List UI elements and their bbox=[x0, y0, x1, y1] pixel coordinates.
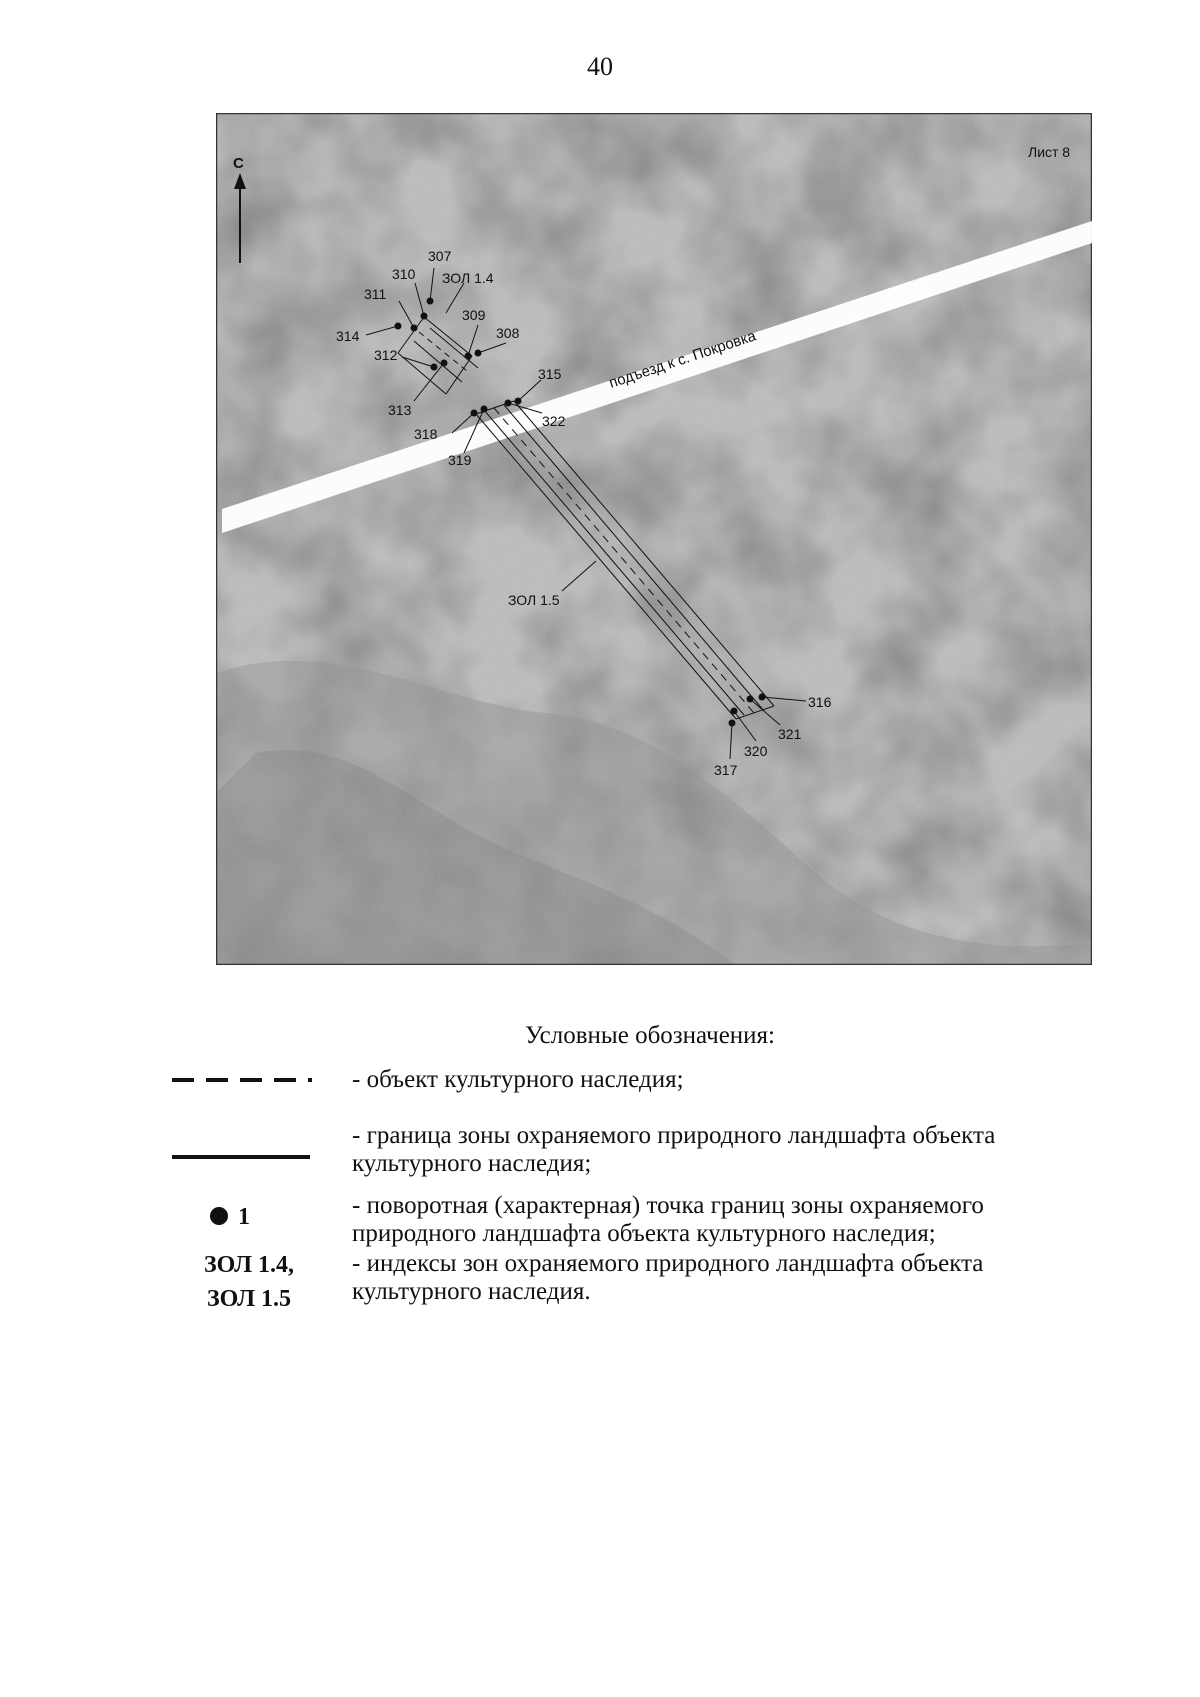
label-310: 310 bbox=[392, 266, 416, 282]
legend-index-symbol bbox=[190, 1248, 308, 1316]
legend-dot-symbol-number: 1 bbox=[238, 1204, 250, 1230]
legend-title: Условные обозначения: bbox=[524, 1022, 776, 1049]
legend-dot-symbol bbox=[210, 1204, 250, 1231]
legend-index-line-1: ЗОЛ 1.4, bbox=[203, 1252, 295, 1278]
svg-text:С: С bbox=[233, 155, 244, 172]
label-316: 316 bbox=[808, 694, 832, 710]
label-318: 318 bbox=[414, 426, 438, 442]
label-307: 307 bbox=[428, 248, 452, 264]
label-zol-1-5: ЗОЛ 1.5 bbox=[508, 592, 560, 608]
label-314: 314 bbox=[336, 328, 360, 344]
label-312: 312 bbox=[374, 347, 398, 363]
label-321: 321 bbox=[778, 726, 802, 742]
dot-icon bbox=[210, 1207, 228, 1225]
page-number: 40 bbox=[587, 52, 613, 81]
label-319: 319 bbox=[448, 452, 472, 468]
label-313: 313 bbox=[388, 402, 412, 418]
label-320: 320 bbox=[744, 743, 768, 759]
legend-solid-line-symbol bbox=[172, 1155, 310, 1159]
label-315: 315 bbox=[538, 366, 562, 382]
legend-item-heritage-object: - объект культурного наследия; bbox=[352, 1066, 684, 1093]
road-label: подъезд к с. Покровка bbox=[606, 327, 759, 392]
label-308: 308 bbox=[496, 325, 520, 341]
label-317: 317 bbox=[714, 762, 738, 778]
legend-item-zone-boundary: - граница зоны охраняемого природного ландшафта объекта культурного наследия; bbox=[352, 1122, 996, 1177]
label-311: 311 bbox=[364, 286, 387, 302]
map-image bbox=[216, 113, 1092, 965]
label-309: 309 bbox=[462, 307, 486, 323]
sheet-label: Лист 8 bbox=[1028, 144, 1071, 160]
label-322: 322 bbox=[542, 413, 566, 429]
legend-item-zone-index: - индексы зон охраняемого природного ландшафта объекта культурного наследия. bbox=[352, 1250, 984, 1305]
legend-item-turning-point: - поворотная (характерная) точка границ зоны охраняемого природного ландшафта объекта культурного наследия; bbox=[352, 1192, 984, 1247]
legend-index-line-2: ЗОЛ 1.5 bbox=[206, 1286, 292, 1312]
label-zol-1-4: ЗОЛ 1.4 bbox=[442, 270, 494, 286]
legend-dashed-line-symbol bbox=[172, 1076, 312, 1084]
